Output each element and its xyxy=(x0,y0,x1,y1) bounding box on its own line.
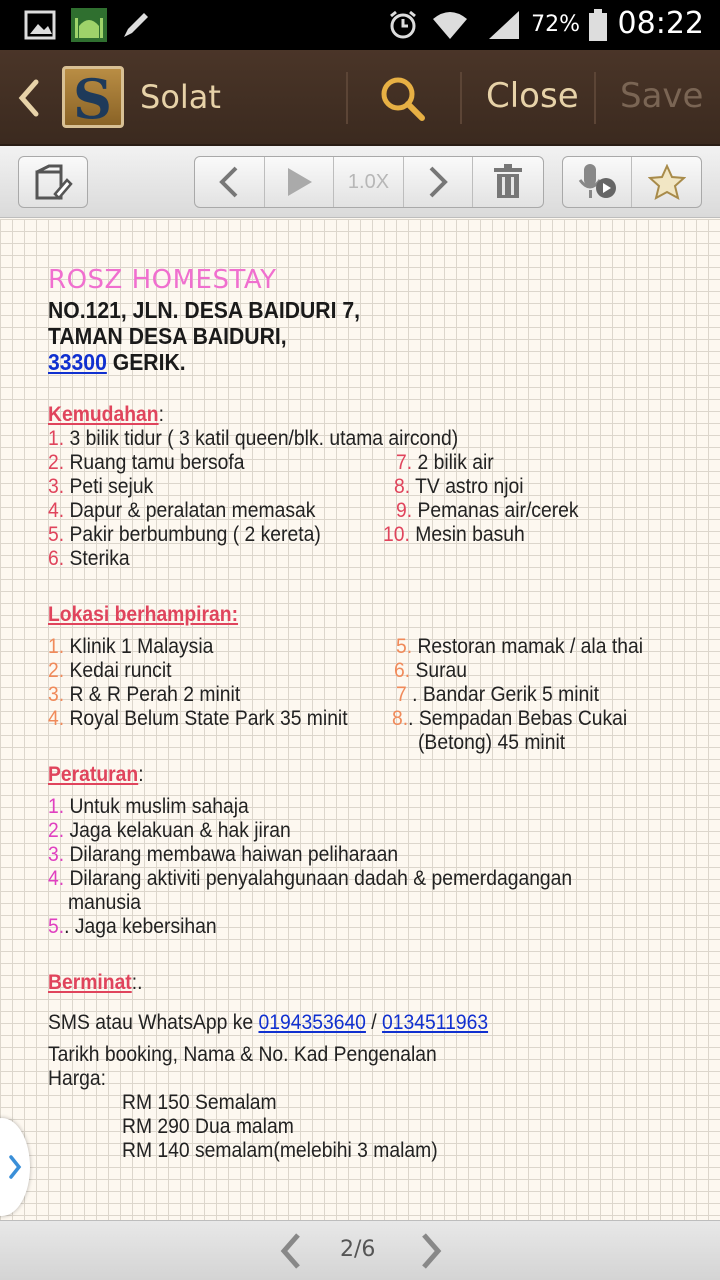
app-title: Solat xyxy=(140,78,221,116)
price-item: RM 150 Semalam xyxy=(122,1091,277,1114)
location-heading: Lokasi berhampiran: xyxy=(48,603,239,626)
list-item: 8.. Sempadan Bebas Cukai xyxy=(392,707,628,730)
sms-prefix: SMS atau WhatsApp ke xyxy=(48,1011,259,1034)
list-item: 10. Mesin basuh xyxy=(383,523,525,546)
wifi-icon xyxy=(430,8,470,42)
list-item: 7 . Bandar Gerik 5 minit xyxy=(396,683,599,706)
delete-button[interactable] xyxy=(473,157,543,207)
alarm-icon xyxy=(386,8,420,42)
rules-heading: Peraturan xyxy=(48,763,139,786)
chevron-left-icon xyxy=(276,1231,306,1271)
list-item: manusia xyxy=(68,891,142,914)
battery-icon xyxy=(586,8,610,42)
gallery-icon xyxy=(22,8,58,42)
edit-note-icon xyxy=(31,162,75,202)
previous-button[interactable] xyxy=(195,157,265,207)
price-item: RM 290 Dua malam xyxy=(122,1115,294,1138)
list-item: 5.. Jaga kebersihan xyxy=(48,915,217,938)
contact-line xyxy=(48,1011,488,1035)
page-indicator: 2/6 xyxy=(340,1237,376,1262)
list-item: 7. 2 bilik air xyxy=(396,451,494,474)
list-item: 6. Sterika xyxy=(48,547,130,570)
list-item: 3. Peti sejuk xyxy=(48,475,154,498)
facilities-heading-line xyxy=(48,403,164,427)
interest-heading-line xyxy=(48,971,142,995)
list-item: 8. TV astro njoi xyxy=(394,475,524,498)
favorite-button[interactable] xyxy=(632,157,701,207)
page-navigation-bar xyxy=(0,1220,720,1280)
status-bar xyxy=(0,0,720,50)
list-item: 5. Pakir berbumbung ( 2 kereta) xyxy=(48,523,321,546)
chevron-right-icon xyxy=(8,1154,22,1180)
back-button[interactable] xyxy=(14,76,44,120)
edit-icon xyxy=(118,8,154,42)
app-icon-letter: S xyxy=(73,67,112,131)
price-item: RM 140 semalam(melebihi 3 malam) xyxy=(122,1139,438,1162)
booking-line: Tarikh booking, Nama & No. Kad Pengenalan xyxy=(48,1043,437,1066)
battery-percent: 72% xyxy=(531,12,580,37)
save-button[interactable]: Save xyxy=(620,76,704,116)
search-button[interactable] xyxy=(378,74,428,124)
list-item: 9. Pemanas air/cerek xyxy=(396,499,579,522)
app-icon[interactable] xyxy=(62,66,124,131)
price-heading: Harga: xyxy=(48,1067,106,1090)
list-item: (Betong) 45 minit xyxy=(418,731,566,754)
play-button[interactable] xyxy=(265,157,335,207)
list-item: 2. Kedai runcit xyxy=(48,659,172,682)
toolbar xyxy=(0,146,720,218)
list-item: 6. Surau xyxy=(394,659,468,682)
divider xyxy=(346,72,348,124)
list-item: 4. Royal Belum State Park 35 minit xyxy=(48,707,348,730)
list-item: 2. Jaga kelakuan & hak jiran xyxy=(48,819,291,842)
playback-controls xyxy=(194,156,544,208)
close-button[interactable]: Close xyxy=(486,76,579,116)
phone-link-1[interactable]: 0194353640 xyxy=(258,1011,366,1034)
next-page-button[interactable] xyxy=(416,1231,446,1276)
microphone-icon xyxy=(576,162,618,202)
chevron-left-icon xyxy=(14,76,44,120)
list-item: 4. Dilarang aktiviti penyalahgunaan dadah & pemerdagangan xyxy=(48,867,573,890)
interest-heading: Berminat xyxy=(48,971,132,994)
next-button[interactable] xyxy=(404,157,474,207)
postcode-link[interactable]: 33300 xyxy=(48,349,107,375)
list-item: 2. Ruang tamu bersofa xyxy=(48,451,245,474)
clock-time: 08:22 xyxy=(617,6,704,41)
divider xyxy=(594,72,596,124)
list-item: 1. Untuk muslim sahaja xyxy=(48,795,249,818)
signal-icon xyxy=(486,8,522,42)
homestay-name: ROSZ HOMESTAY xyxy=(48,265,277,295)
facilities-colon: : xyxy=(158,403,164,426)
voice-record-button[interactable] xyxy=(563,157,632,207)
speed-button[interactable]: 1.0X xyxy=(334,157,404,207)
chevron-left-icon xyxy=(214,164,244,200)
action-bar xyxy=(0,50,720,146)
address-line-1: NO.121, JLN. DESA BAIDURI 7, xyxy=(48,297,360,323)
play-icon xyxy=(284,166,314,198)
list-item: 5. Restoran mamak / ala thai xyxy=(396,635,643,658)
chevron-right-icon xyxy=(423,164,453,200)
chevron-right-icon xyxy=(416,1231,446,1271)
list-item: 3. Dilarang membawa haiwan peliharaan xyxy=(48,843,399,866)
address-line-3 xyxy=(48,349,186,376)
note-actions xyxy=(562,156,702,208)
rules-colon: : xyxy=(138,763,144,786)
divider xyxy=(460,72,462,124)
list-item: 1. 3 bilik tidur ( 3 katil queen/blk. utama aircond) xyxy=(48,427,459,450)
facilities-heading: Kemudahan xyxy=(48,403,159,426)
city: GERIK. xyxy=(106,349,186,375)
search-icon xyxy=(378,74,428,124)
star-icon xyxy=(648,164,686,200)
trash-icon xyxy=(492,164,524,200)
phone-link-2[interactable]: 0134511963 xyxy=(382,1011,489,1034)
phone-separator: / xyxy=(365,1011,383,1034)
interest-suffix: :. xyxy=(131,971,143,994)
previous-page-button[interactable] xyxy=(276,1231,306,1276)
note-content[interactable] xyxy=(0,219,720,1220)
edit-note-button[interactable] xyxy=(18,156,88,208)
address-line-2: TAMAN DESA BAIDURI, xyxy=(48,323,287,349)
mosque-icon xyxy=(70,8,108,42)
list-item: 4. Dapur & peralatan memasak xyxy=(48,499,316,522)
list-item: 3. R & R Perah 2 minit xyxy=(48,683,241,706)
list-item: 1. Klinik 1 Malaysia xyxy=(48,635,214,658)
location-heading-line xyxy=(48,603,238,627)
rules-heading-line xyxy=(48,763,144,787)
